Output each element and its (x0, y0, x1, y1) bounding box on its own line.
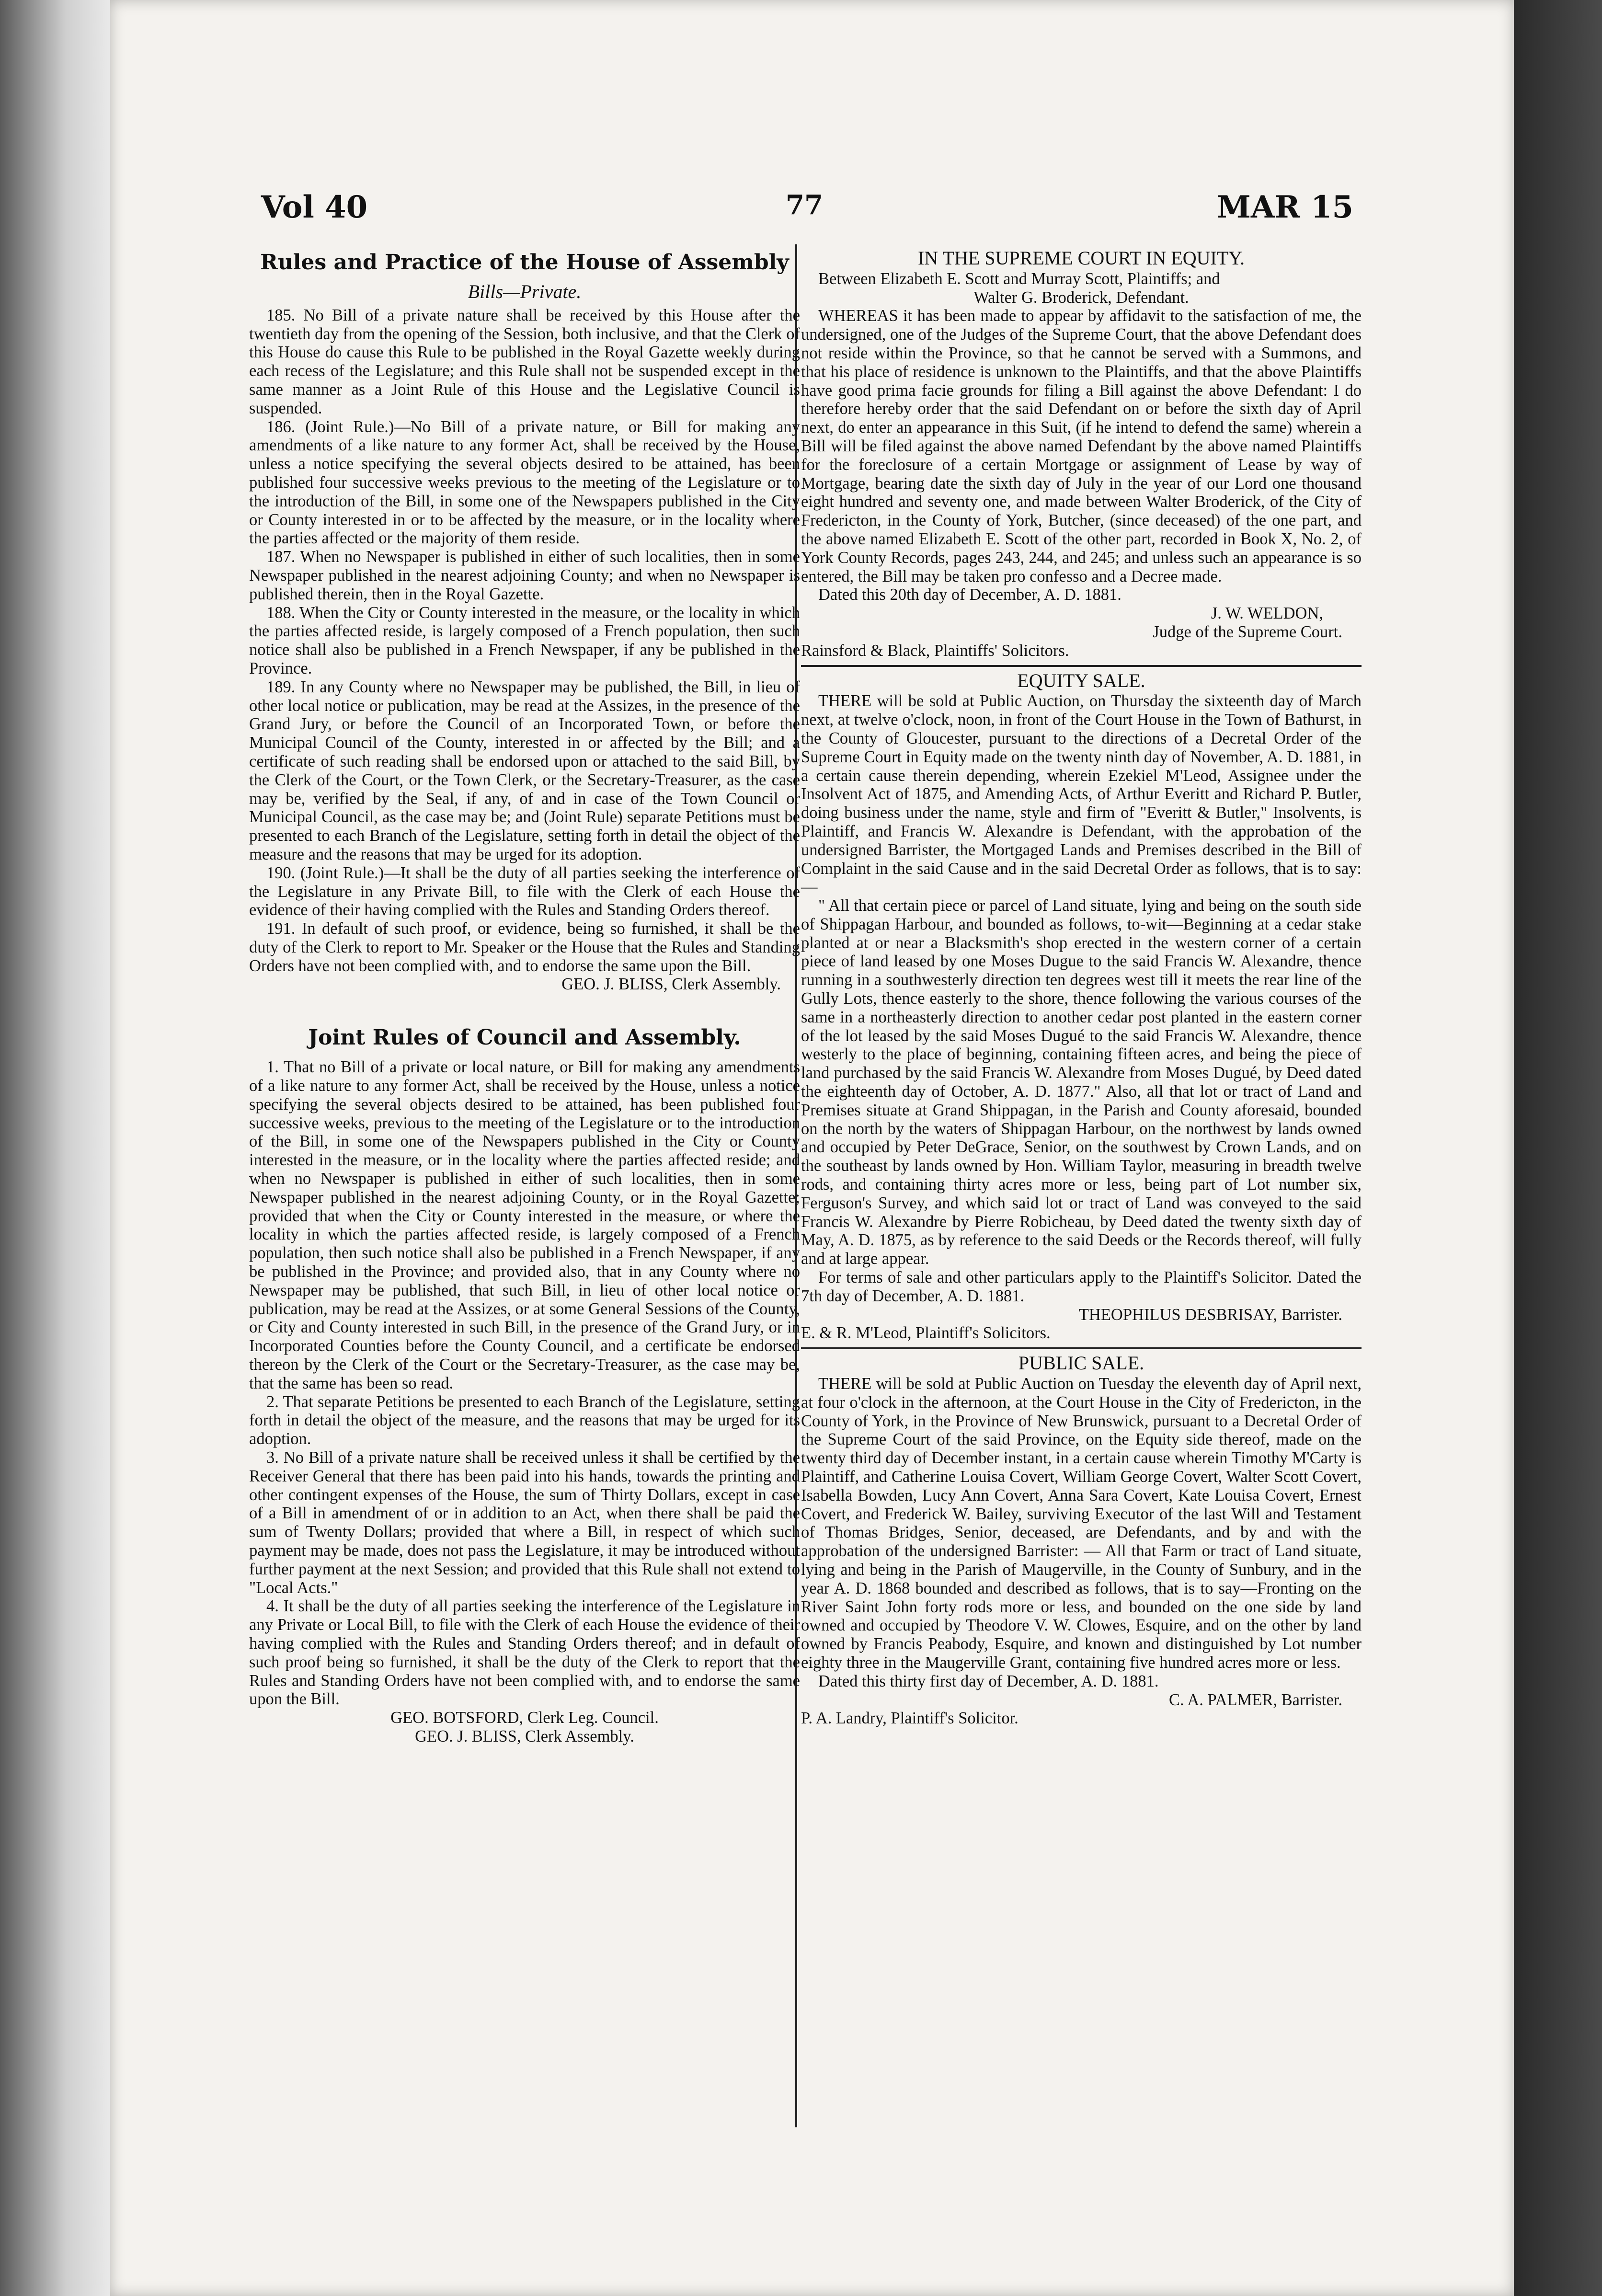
court-solicitors: Rainsford & Black, Plaintiffs' Solicitors. (801, 641, 1069, 660)
supreme-court-notice-title: IN THE SUPREME COURT IN EQUITY. (917, 247, 1245, 269)
council-clerk-signature: GEO. BOTSFORD, Clerk Leg. Council. (390, 1709, 659, 1727)
issue-date: MAR 15 (1217, 189, 1354, 225)
rule-188: 188. When the City or County interested in the measure, or the locality in which the parties affected reside, is largely composed of a French population, then such notice shall also be published in a French Newspaper, if any be published in the Province. (249, 603, 800, 677)
assembly-clerk-signature: GEO. J. BLISS, Clerk Assembly. (561, 975, 781, 994)
public-sale-solicitor: P. A. Landry, Plaintiff's Solicitor. (801, 1709, 1018, 1728)
public-sale-barrister: C. A. PALMER, Barrister. (1169, 1690, 1342, 1709)
rule-186: 186. (Joint Rule.)—No Bill of a private nature, or Bill for making any amendments of a like nature to any former Act, shall be received by the House, unless a notice specifying the several objects desired to be attained, has been published four successive weeks previous to the meeting of the Legislature or to the introduction of the Bill, in some one of the Newspapers published in the City or County interested in or to be affected by the measure, or in the locality where the parties affected or the majority of them reside. (249, 417, 800, 548)
equity-sale-title: EQUITY SALE. (1017, 669, 1145, 691)
equity-sale-barrister: THEOPHILUS DESBRISAY, Barrister. (1078, 1305, 1342, 1324)
left-column (249, 249, 800, 1746)
rule-191: 191. In default of such proof, or evidence, being so furnished, it shall be the duty of the Clerk to report to Mr. Speaker or the House that the Rules and Standing Orders have not been complied with, and to endorse the same upon the Bill. (249, 919, 800, 975)
judge-name: J. W. WELDON, (1211, 604, 1323, 623)
section-divider-2 (801, 1347, 1362, 1349)
book-gutter-left (0, 0, 120, 2296)
rule-185: 185. No Bill of a private nature shall be received by this House after the twentieth day from the opening of the Session, both inclusive, and that the Clerk of this House do cause this Rule to be published in the Royal Gazette weekly during each recess of the Legislature; and this Rule shall not be suspended except in the same manner as a Joint Rule of this House and the Legislative Council is suspended. (249, 306, 800, 417)
book-edge-right (1514, 0, 1602, 2296)
court-order-date: Dated this 20th day of December, A. D. 1881. (818, 585, 1121, 604)
equity-sale-land-description: " All that certain piece or parcel of Land situate, lying and being on the south side of Shippagan Harbour, and bounded as follows, to-wit—Beginning at a cedar stake planted at or near a Blacksmith's shop erected in the western corner of a certain piece of land leased by one Moses Dugue to the said Francis W. Alexandre, thence running in a southwesterly direction ten degrees west till it meets the rear line of the Gully Lots, thence easterly to the shore, thence following the various courses of the same in a northeasterly direction to another cedar post planted in the eastern corner of the lot leased by the said Moses Dugué to the said Francis W. Alexandre, thence westerly to the place of beginning, containing fifteen acres, and being the piece of land purchased by the said Francis W. Alexandre from Moses Dugué, by Deed dated the eighteenth day of October, A. D. 1877." Also, all that lot or tract of Land and Premises situate at Grand Shippagan, in the Parish and County aforesaid, bounded on the north by the waters of Shippagan Harbour, on the northwest by lands owned and occupied by Peter DeGrace, Senior, on the southwest by Crown Lands, and on the southeast by lands owned by Hon. William Taylor, measuring in breadth twelve rods, and containing thirty acres more or less, being part of Lot number six, Ferguson's Survey, and which said lot or tract of Land was conveyed to the said Francis W. Alexandre by Pierre Robicheau, by Deed dated the twenty sixth day of May, A. D. 1875, as by reference to the said Deeds or the Records thereof, will fully and at large appear. (801, 896, 1362, 1268)
equity-sale-body: THERE will be sold at Public Auction, on Thursday the sixteenth day of March next, at twelve o'clock, noon, in front of the Court House in the Town of Bathurst, in the County of Gloucester, pursuant to the directions of a Decretal Order of the Supreme Court in Equity made on the twenty ninth day of November, A. D. 1881, in a certain cause therein depending, wherein Ezekiel M'Leod, Assignee under the Insolvent Act of 1875, and Amending Acts, of Arthur Everitt and Richard P. Butler, doing business under the name, style and firm of "Everitt & Butler," Insolvents, is Plaintiff, and Francis W. Alexandre is Defendant, with the approbation of the undersigned Barrister, the Mortgaged Lands and Premises described in the Bill of Complaint in the said Cause and in the said Decretal Order as follows, that is to say:— (801, 692, 1362, 896)
public-sale-date: Dated this thirty first day of December, A. D. 1881. (818, 1672, 1159, 1690)
public-sale-body: THERE will be sold at Public Auction on Tuesday the eleventh day of April next, at four o'clock in the afternoon, at the Court House in the City of Fredericton, in the County of York, in the Province of New Brunswick, pursuant to a Decretal Order of the Supreme Court of the said Province, on the Equity side thereof, made on the twenty third day of December instant, in a certain cause wherein Timothy M'Carty is Plaintiff, and Catherine Louisa Covert, William George Covert, Walter Scott Covert, Isabella Bowden, Lucy Ann Covert, Anna Sara Covert, Kate Louisa Covert, Ernest Covert, and Frederick W. Bailey, surviving Executor of the last Will and Testament of Thomas Bridges, Senior, deceased, are Defendants, and by and with the approbation of the undersigned Barrister: — All that Farm or tract of Land situate, lying and being in the Parish of Maugerville, in the County of Sunbury, and in the year A. D. 1868 bounded and described as follows, that is to say—Fronting on the River Saint John forty rods more or less, and bounded on the one side by land owned and occupied by Theodore V. W. Clowes, Esquire, and on the other by land owned by Francis Peabody, Esquire, and known and distinguished by Lot number eighty three in the Maugerville Grant, containing five hundred acres more or less. (801, 1375, 1362, 1672)
page-number: 77 (786, 189, 823, 221)
assembly-clerk-signature-2: GEO. J. BLISS, Clerk Assembly. (415, 1727, 634, 1745)
rule-189: 189. In any County where no Newspaper may be published, the Bill, in lieu of other local notice or publication, may be read at the Assizes, in the presence of the Grand Jury, or before the Council of an Incorporated Town, or before the Municipal Council of the County, interested in or affected by the Bill; and a certificate of such reading shall be endorsed upon or attached to the said Bill, by the Clerk of the Court, or the Town Clerk, or the Secretary-Treasurer, as the case may be, verified by the Seal, if any, of and in case of the Town Council or Municipal Council, as the case may be; and (Joint Rule) separate Petitions must be presented to each Branch of the Legislature, setting forth in detail the object of the measure and the reasons that may be urged for its adoption. (249, 677, 800, 863)
joint-rule-3: 3. No Bill of a private nature shall be received unless it shall be certified by the Receiver General that there has been paid into his hands, towards the printing and other contingent expenses of the House, the sum of Thirty Dollars, except in case of a Bill in amendment of or in addition to an Act, when there shall be paid the sum of Twenty Dollars; provided that where a Bill, in respect of which such payment may be made, does not pass the Legislature, it may be introduced without further payment at the next Session; and provided that this Rule shall not extend to "Local Acts." (249, 1448, 800, 1597)
equity-sale-terms: For terms of sale and other particulars apply to the Plaintiff's Solicitor. Dated the 7th day of December, A. D. 1881. (801, 1268, 1362, 1305)
joint-rule-4: 4. It shall be the duty of all parties seeking the interference of the Legislature in any Private or Local Bill, to file with the Clerk of each House the evidence of their having complied with the Rules and Standing Orders thereof; and in default of such proof being so furnished, it shall be the duty of the Clerk to report that the Rules and Standing Orders have not been complied with, and to endorse the same upon the Bill. (249, 1597, 800, 1709)
rule-187: 187. When no Newspaper is published in either of such localities, then in some Newspaper published in the nearest adjoining County; and when no Newspaper is published therein, then in the Royal Gazette. (249, 548, 800, 603)
court-order-body: WHEREAS it has been made to appear by affidavit to the satisfaction of me, the undersigned, one of the Judges of the Supreme Court, that the above Defendant does not reside within the Province, so that he cannot be served with a Summons, and that his place of residence is unknown to the Plaintiffs, and that the above Plaintiffs have good prima facie grounds for filing a Bill against the above Defendant: I do therefore hereby order that the said Defendant on or before the sixth day of April next, do enter an appearance in this Suit, (if he intend to defend the same) wherein a Bill will be filed against the above named Defendant by the above named Plaintiffs for the foreclosure of a certain Mortgage or assignment of Lease by way of Mortgage, bearing date the sixth day of July in the year of our Lord one thousand eight hundred and seventy one, and made between Walter Broderick, of the City of Fredericton, in the County of York, Butcher, (since deceased) of the one part, and the above named Elizabeth E. Scott of the other part, recorded in Book X, No. 2, of York County Records, pages 243, 244, and 245; and unless such an appearance is so entered, the Bill may be taken pro confesso and a Decree made. (801, 307, 1362, 585)
joint-rule-1: 1. That no Bill of a private or local nature, or Bill for making any amendments of a like nature to any former Act, shall be received by the House, unless a notice specifying the several objects desired to be attained, has been published four successive weeks, previous to the meeting of the Legislature or to the introduction of the Bill, in some one of the Newspapers published in the City or County interested in the measure, or in the locality where the parties affected reside; and when no Newspaper is published in either of such localities, then in some Newspaper published in the nearest adjoining County, or in the Royal Gazette; provided that when the City or County interested in the measure, or where the locality in which the parties affected reside, is largely composed of a French population, then such notice shall also be published in a French Newspaper, if any be published in the Province; and provided also, that in any County where no Newspaper may be published, that such Bill, in lieu of other local notice or publication, may be read at the Assizes, or at some General Sessions of the County, or City and County interested in such Bill, in the presence of the Grand Jury, or in Incorporated Counties before the County Council, and a certificate be endorsed thereon by the Clerk of the Court or the Secretary-Treasurer, as the case may be, that the same has been so read. (249, 1058, 800, 1392)
joint-rule-2: 2. That separate Petitions be presented to each Branch of the Legislature, setting forth in detail the object of the measure, and the reasons that may be urged for its adoption. (249, 1392, 800, 1448)
public-sale-title: PUBLIC SALE. (1018, 1352, 1144, 1374)
bills-private-subtitle: Bills—Private. (468, 281, 582, 302)
volume-number: Vol 40 (261, 189, 368, 225)
joint-rules-title: Joint Rules of Council and Assembly. (308, 1025, 741, 1050)
judge-title: Judge of the Supreme Court. (1153, 622, 1342, 641)
rule-190: 190. (Joint Rule.)—It shall be the duty of all parties seeking the interference of the Legislature in any Private Bill, to file with the Clerk of each House the evidence of their having complied with the Rules and Standing Orders thereof. (249, 863, 800, 919)
assembly-rules-title: Rules and Practice of the House of Assembly (260, 250, 789, 275)
equity-sale-solicitors: E. & R. M'Leod, Plaintiff's Solicitors. (801, 1324, 1051, 1343)
court-parties-line-2: Walter G. Broderick, Defendant. (973, 288, 1189, 307)
court-parties-line-1: Between Elizabeth E. Scott and Murray Scott, Plaintiffs; and (818, 269, 1220, 288)
right-column (801, 249, 1362, 1728)
section-divider-1 (801, 665, 1362, 667)
